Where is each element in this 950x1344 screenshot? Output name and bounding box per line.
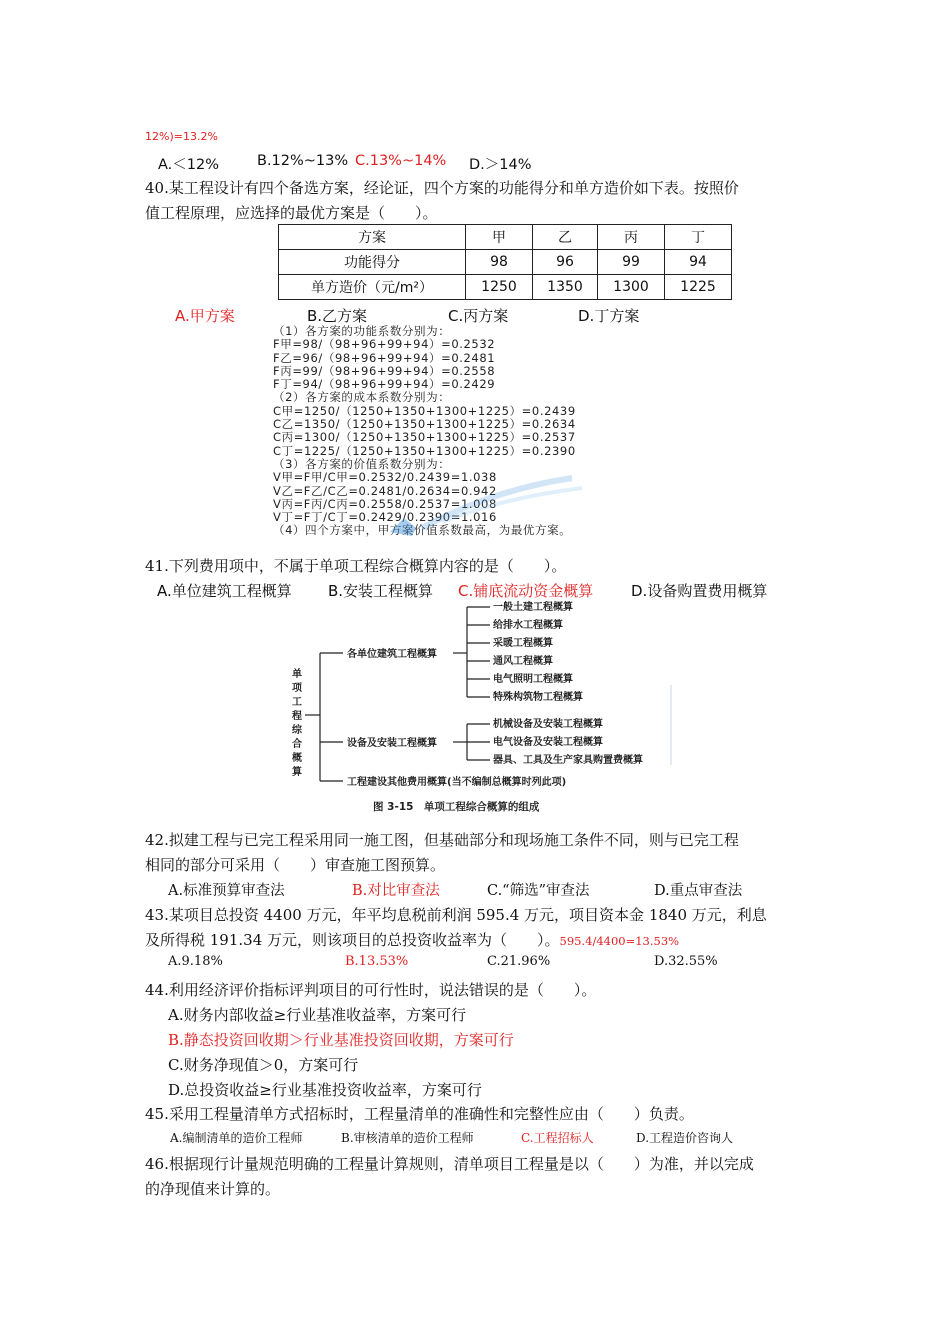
table-cell: 96 — [533, 250, 598, 275]
q45-option-a: A.编制清单的造价工程师 — [170, 1131, 303, 1145]
q41-option-a: A.单位建筑工程概算 — [157, 582, 292, 600]
estimate-composition-diagram — [285, 595, 675, 815]
calc-line: V乙=F乙/C乙=0.2481/0.2634=0.942 — [273, 483, 497, 498]
calc-line: F丁=94/（98+96+99+94）=0.2429 — [273, 377, 496, 392]
q39-option-a: A.＜12% — [158, 157, 220, 173]
calc-line: （4）四个方案中，甲方案价值系数最高，为最优方案。 — [273, 523, 572, 538]
table-cell: 1300 — [598, 275, 665, 300]
q41-option-d: D.设备购置费用概算 — [631, 582, 768, 600]
diagram-branch1-item: 电气照明工程概算 — [493, 674, 573, 685]
calc-line: C丁=1225/（1250+1350+1300+1225）=0.2390 — [273, 443, 576, 458]
calc-line: C甲=1250/（1250+1350+1300+1225）=0.2439 — [273, 403, 576, 418]
q45-option-b: B.审核清单的造价工程师 — [341, 1131, 474, 1145]
table-cell: 甲 — [466, 225, 533, 250]
q41-option-c: C.铺底流动资金概算 — [458, 582, 594, 600]
q45-option-c: C.工程招标人 — [521, 1131, 594, 1145]
table-cell: 94 — [665, 250, 732, 275]
q42-text-line1: 42.拟建工程与已完工程采用同一施工图，但基础部分和现场施工条件不同，则与已完工程 — [145, 831, 739, 849]
q43-option-a: A.9.18% — [168, 954, 223, 969]
q40-text-line1: 40.某工程设计有四个备选方案，经论证，四个方案的功能得分和单方造价如下表。按照价 — [145, 179, 739, 197]
q44-option-d: D.总投资收益≥行业基准投资收益率，方案可行 — [168, 1081, 482, 1099]
table-cell: 功能得分 — [279, 250, 466, 275]
diagram-branch-1: 各单位建筑工程概算 — [347, 649, 437, 660]
q40-option-a: A.甲方案 — [175, 307, 235, 325]
table-row — [279, 275, 732, 300]
table-cell: 乙 — [533, 225, 598, 250]
calc-line: C乙=1350/（1250+1350+1300+1225）=0.2634 — [273, 417, 576, 432]
q43-answer-note: 595.4/4400=13.53% — [559, 934, 680, 948]
diagram-root-label: 单项工程综合概算 — [292, 669, 302, 778]
calc-line: C丙=1300/（1250+1350+1300+1225）=0.2537 — [273, 430, 576, 445]
table-cell: 1225 — [665, 275, 732, 300]
q46-text-line1: 46.根据现行计量规范明确的工程量计算规则，清单项目工程量是以（ ）为准，并以完成 — [145, 1155, 754, 1173]
q39-option-c: C.13%~14% — [355, 153, 447, 169]
q41-option-b: B.安装工程概算 — [328, 582, 434, 600]
table-cell: 99 — [598, 250, 665, 275]
calc-line: V甲=F甲/C甲=0.2532/0.2439=1.038 — [273, 470, 497, 485]
q40-calculation-image — [273, 325, 673, 538]
top-note: 12%)=13.2% — [145, 130, 218, 143]
diagram-branch1-item: 一般土建工程概算 — [493, 602, 573, 613]
table-cell: 丁 — [665, 225, 732, 250]
table-cell: 98 — [466, 250, 533, 275]
diagram-branch1-item: 通风工程概算 — [493, 656, 553, 667]
diagram-branch-2: 设备及安装工程概算 — [347, 738, 437, 749]
q43-text-line2 — [145, 929, 679, 950]
q42-option-c: C.“筛选”审查法 — [487, 883, 590, 899]
diagram-branch1-item: 给排水工程概算 — [493, 620, 563, 631]
table-cell: 方案 — [279, 225, 466, 250]
q43-option-b: B.13.53% — [345, 954, 409, 969]
q42-option-a: A.标准预算审查法 — [168, 883, 285, 899]
q40-text-line2: 值工程原理，应选择的最优方案是（ ）。 — [145, 204, 438, 222]
q46-text-line2: 的净现值来计算的。 — [145, 1180, 281, 1198]
q42-option-b: B.对比审查法 — [352, 883, 440, 899]
q45-option-d: D.工程造价咨询人 — [636, 1131, 734, 1145]
q40-option-d: D.丁方案 — [578, 307, 640, 325]
q40-option-c: C.丙方案 — [448, 307, 509, 325]
scheme-table — [278, 224, 732, 300]
q44-option-a: A.财务内部收益≥行业基准收益率，方案可行 — [168, 1006, 467, 1024]
q42-text-line2: 相同的部分可采用（ ）审查施工图预算。 — [145, 856, 446, 874]
q42-option-d: D.重点审查法 — [654, 883, 743, 899]
table-cell: 1250 — [466, 275, 533, 300]
q44-text: 44.利用经济评价指标评判项目的可行性时，说法错误的是（ ）。 — [145, 981, 597, 999]
q43-option-c: C.21.96% — [487, 954, 551, 969]
calc-line: F乙=96/（98+96+99+94）=0.2481 — [273, 350, 496, 365]
q45-text: 45.采用工程量清单方式招标时，工程量清单的准确性和完整性应由（ ）负责。 — [145, 1105, 694, 1123]
table-row — [279, 225, 732, 250]
calc-line: F甲=98/（98+96+99+94）=0.2532 — [273, 337, 496, 352]
q40-option-b: B.乙方案 — [307, 307, 368, 325]
diagram-branch1-item: 特殊构筑物工程概算 — [493, 692, 583, 703]
q44-option-c: C.财务净现值＞0，方案可行 — [168, 1056, 359, 1074]
q39-option-b: B.12%~13% — [257, 153, 349, 169]
diagram-branch2-item: 器具、工具及生产家具购置费概算 — [493, 755, 643, 766]
diagram-branch-3: 工程建设其他费用概算(当不编制总概算时列此项) — [347, 777, 567, 788]
calc-line: F丙=99/（98+96+99+94）=0.2558 — [273, 363, 496, 378]
table-cell: 1350 — [533, 275, 598, 300]
q39-option-d: D.＞14% — [469, 157, 532, 173]
diagram-caption: 图 3-15 单项工程综合概算的组成 — [373, 801, 540, 813]
calc-line: （3）各方案的价值系数分别为： — [273, 456, 451, 471]
calc-line: （1）各方案的功能系数分别为： — [273, 324, 451, 338]
q43-question: 及所得税 191.34 万元，则该项目的总投资收益率为（ ）。 — [145, 931, 560, 949]
q44-option-b: B.静态投资回收期＞行业基准投资回收期，方案可行 — [168, 1031, 514, 1049]
q41-text: 41.下列费用项中，不属于单项工程综合概算内容的是（ ）。 — [145, 557, 567, 575]
q43-option-d: D.32.55% — [654, 954, 718, 969]
q43-text-line1: 43.某项目总投资 4400 万元，年平均息税前利润 595.4 万元，项目资本金 1840 万元，利息 — [145, 906, 767, 924]
table-cell: 单方造价（元/m²） — [279, 275, 466, 300]
table-cell: 丙 — [598, 225, 665, 250]
calc-line: V丙=F丙/C丙=0.2558/0.2537=1.008 — [273, 496, 497, 511]
table-row — [279, 250, 732, 275]
calc-line: V丁=F丁/C丁=0.2429/0.2390=1.016 — [273, 510, 497, 525]
calc-line: （2）各方案的成本系数分别为： — [273, 390, 451, 405]
diagram-branch1-item: 采暖工程概算 — [493, 638, 553, 649]
diagram-branch2-item: 机械设备及安装工程概算 — [493, 719, 603, 730]
diagram-branch2-item: 电气设备及安装工程概算 — [493, 737, 603, 748]
